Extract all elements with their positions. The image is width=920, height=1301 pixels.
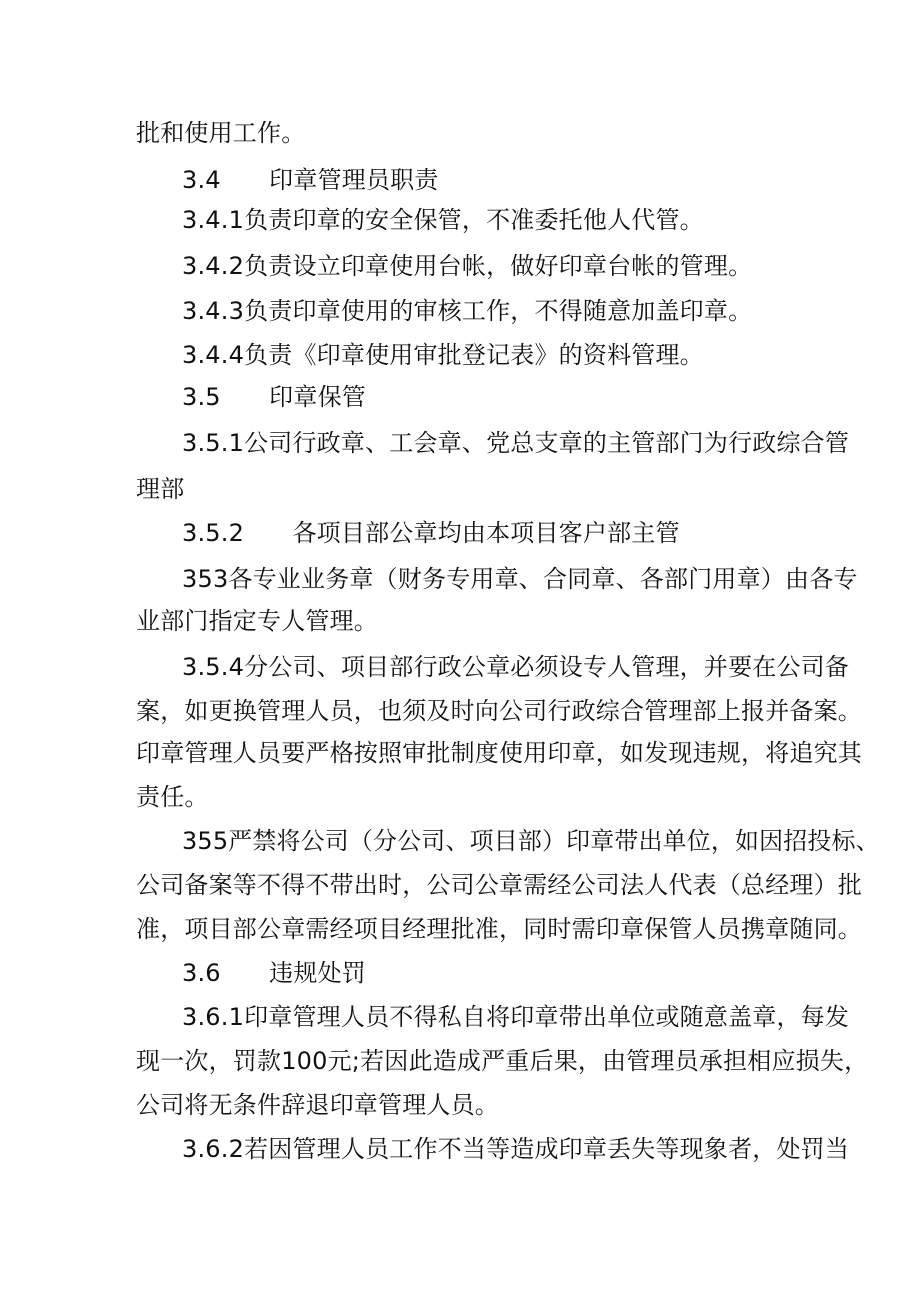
text-line: 现一次，罚款100元;若因此造成严重后果，由管理员承担相应损失， xyxy=(136,1047,869,1075)
text-line: 3.4.4负责《印章使用审批登记表》的资料管理。 xyxy=(182,341,704,369)
text-line: 3.4.2负责设立印章使用台帐，做好印章台帐的管理。 xyxy=(182,252,753,280)
text-line: 准，项目部公章需经项目经理批准，同时需印章保管人员携章随同。 xyxy=(136,915,862,943)
text-line: 批和使用工作。 xyxy=(136,119,306,147)
section-heading: 3.6 违规处罚 xyxy=(182,959,366,987)
text-line: 3.5.1公司行政章、工会章、党总支章的主管部门为行政综合管 xyxy=(182,429,850,457)
text-line: 3.4.1负责印章的安全保管，不准委托他人代管。 xyxy=(182,206,704,234)
text-line: 3.6.2若因管理人员工作不当等造成印章丢失等现象者，处罚当 xyxy=(182,1135,850,1163)
section-heading: 3.5 印章保管 xyxy=(182,383,366,411)
text-line: 3.5.2 各项目部公章均由本项目客户部主管 xyxy=(182,519,680,547)
text-line: 责任。 xyxy=(136,783,209,811)
text-line: 公司将无条件辞退印章管理人员。 xyxy=(136,1091,499,1119)
text-line: 印章管理人员要严格按照审批制度使用印章，如发现违规，将追究其 xyxy=(136,739,862,767)
section-heading: 3.4 印章管理员职责 xyxy=(182,166,439,194)
text-line: 355严禁将公司（分公司、项目部）印章带出单位，如因招投标、 xyxy=(182,827,880,855)
text-line: 业部门指定专人管理。 xyxy=(136,607,378,635)
text-line: 3.5.4分公司、项目部行政公章必须设专人管理，并要在公司备 xyxy=(182,653,850,681)
text-line: 3.4.3负责印章使用的审核工作，不得随意加盖印章。 xyxy=(182,297,753,325)
text-line: 案，如更换管理人员，也须及时向公司行政综合管理部上报并备案。 xyxy=(136,697,862,725)
text-line: 公司备案等不得不带出时，公司公章需经公司法人代表（总经理）批 xyxy=(136,871,862,899)
text-line: 3.6.1印章管理人员不得私自将印章带出单位或随意盖章，每发 xyxy=(182,1003,850,1031)
text-line: 353各专业业务章（财务专用章、合同章、各部门用章）由各专 xyxy=(182,565,858,593)
text-line: 理部 xyxy=(136,475,185,503)
